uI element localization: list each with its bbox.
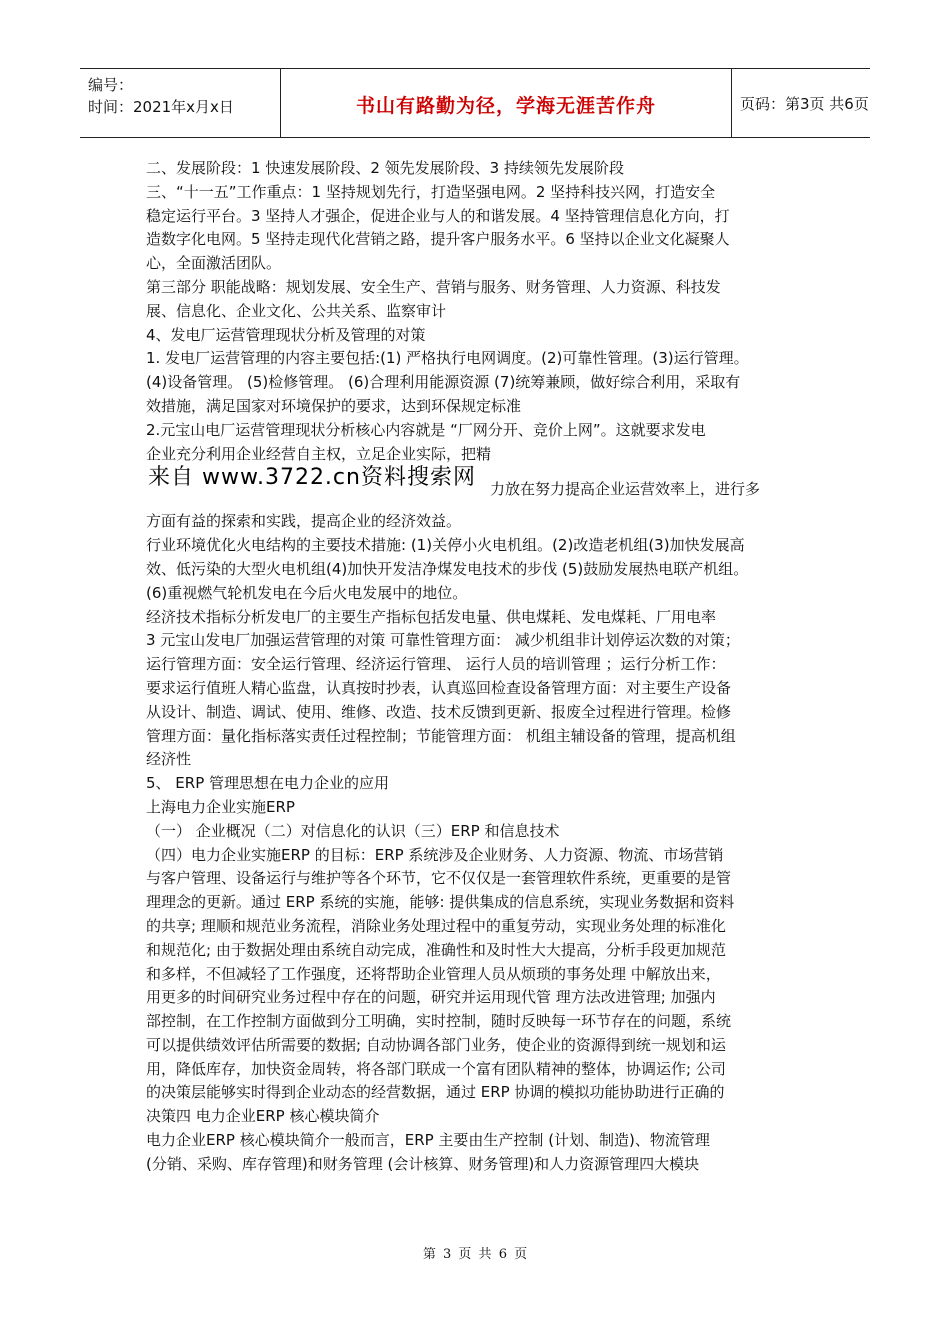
- page-footer: 第 3 页 共 6 页: [422, 1247, 528, 1262]
- page-header: [80, 68, 870, 138]
- body-line: 电力企业ERP 核心模块简介一般而言，ERP 主要由生产控制 (计划、制造)、物流管理: [146, 1131, 710, 1150]
- body-line: 的决策层能够实时得到企业动态的经营数据，通过 ERP 协调的模拟功能协助进行正确的: [146, 1083, 725, 1102]
- body-line: (分销、采购、库存管理)和财务管理 (会计核算、财务管理)和人力资源管理四大模块: [146, 1154, 700, 1173]
- body-line: 运行管理方面：安全运行管理、经济运行管理、 运行人员的培训管理 ；运行分析工作：: [146, 655, 726, 674]
- body-line: 造数字化电网。5 坚持走现代化营销之路，提升客户服务水平。6 坚持以企业文化凝聚人: [146, 230, 730, 249]
- body-line: 方面有益的探索和实践，提高企业的经济效益。: [146, 512, 462, 531]
- body-line: 用，降低库存，加快资金周转，将各部门联成一个富有团队精神的整体，协调运作; 公司: [146, 1059, 726, 1078]
- body-line: 与客户管理、设备运行与维护等各个环节，它不仅仅是一套管理软件系统，更重要的是管: [146, 869, 732, 888]
- document-date-label: 时间：2021年x月x日: [88, 98, 234, 116]
- body-line: 三、“十一五”工作重点：1 坚持规划先行，打造坚强电网。2 坚持科技兴网，打造安全: [146, 182, 716, 201]
- motto-text: 书山有路勤为径，学海无涯苦作舟: [355, 95, 656, 117]
- body-line: 管理方面：量化指标落实责任过程控制；节能管理方面： 机组主辅设备的管理，提高机组: [146, 726, 736, 745]
- body-line: 二、发展阶段：1 快速发展阶段、2 领先发展阶段、3 持续领先发展阶段: [146, 159, 624, 177]
- body-line: （一） 企业概况（二）对信息化的认识（三）ERP 和信息技术: [146, 821, 560, 840]
- body-line: 3 元宝山发电厂加强运营管理的对策 可靠性管理方面： 减少机组非计划停运次数的对策；: [146, 631, 740, 650]
- ad-banner-image: 来自 www.3722.cn资料搜索网: [148, 465, 476, 491]
- body-line: 部控制，在工作控制方面做到分工明确，实时控制，随时反映每一环节存在的问题，系统: [146, 1012, 732, 1031]
- body-line: 经济技术指标分析发电厂的主要生产指标包括发电量、供电煤耗、发电煤耗、厂用电率: [146, 607, 717, 626]
- body-line: 的共享; 理顺和规范业务流程，消除业务处理过程中的重复劳动，实现业务处理的标准化: [146, 916, 726, 935]
- page-number-label: 页码：第3页 共6页: [740, 95, 869, 113]
- body-top-section: [146, 157, 826, 466]
- ad-line: [146, 466, 826, 510]
- body-line: 稳定运行平台。3 坚持人才强企，促进企业与人的和谐发展。4 坚持管理信息化方向，打: [146, 206, 730, 225]
- body-line: 和多样，不但减轻了工作强度，还将帮助企业管理人员从烦琐的事务处理 中解放出来，: [146, 964, 721, 983]
- body-line: （四）电力企业实施ERP 的目标：ERP 系统涉及企业财务、人力资源、物流、市场营销: [146, 845, 724, 864]
- body-line: (4)设备管理。 (5)检修管理。 (6)合理利用能源资源 (7)统筹兼顾，做好综合利用，采取有: [146, 373, 741, 392]
- document-body: [146, 157, 826, 1177]
- body-line: 要求运行值班人精心监盘，认真按时抄表，认真巡回检查设备管理方面：对主要生产设备: [146, 678, 732, 697]
- body-bottom-section: [146, 510, 826, 1176]
- document-number-label: 编号：: [88, 76, 134, 94]
- body-line: 行业环境优化火电结构的主要技术措施: (1)关停小火电机组。(2)改造老机组(3)加快发展高: [146, 536, 745, 555]
- body-line: 2.元宝山电厂运营管理现状分析核心内容就是 “厂网分开、竞价上网”。这就要求发电: [146, 420, 706, 439]
- body-line: 理理念的更新。通过 ERP 系统的实施，能够: 提供集成的信息系统，实现业务数据和资料: [146, 893, 735, 912]
- body-line: 效、低污染的大型火电机组(4)加快开发洁净煤发电技术的步伐 (5)鼓励发展热电联产机组。: [146, 559, 749, 578]
- body-line: 1. 发电厂运营管理的内容主要包括:(1) 严格执行电网调度。(2)可靠性管理。(3)运行管理。: [146, 349, 749, 368]
- body-line: 经济性: [146, 750, 192, 769]
- body-line: 从设计、制造、调试、使用、维修、改造、技术反馈到更新、报废全过程进行管理。检修: [146, 702, 732, 721]
- body-line: 力放在努力提高企业运营效率上，进行多: [490, 480, 761, 499]
- body-line: 第三部分 职能战略：规划发展、安全生产、营销与服务、财务管理、人力资源、科技发: [146, 277, 721, 296]
- body-line: 上海电力企业实施ERP: [146, 797, 295, 816]
- body-line: 决策四 电力企业ERP 核心模块简介: [146, 1107, 380, 1126]
- body-line: 效措施，满足国家对环境保护的要求，达到环保规定标准: [146, 396, 522, 415]
- body-line: 用更多的时间研究业务过程中存在的问题，研究并运用现代管 理方法改进管理; 加强内: [146, 988, 716, 1007]
- body-line: 企业充分利用企业经营自主权，立足企业实际，把精: [146, 444, 492, 463]
- body-line: (6)重视燃气轮机发电在今后火电发展中的地位。: [146, 583, 468, 602]
- body-line: 5、 ERP 管理思想在电力企业的应用: [146, 774, 390, 793]
- header-left: [88, 74, 234, 118]
- body-line: 心，全面激活团队。: [146, 254, 282, 273]
- body-line: 和规范化; 由于数据处理由系统自动完成，准确性和及时性大大提高，分析手段更加规范: [146, 940, 726, 959]
- body-line: 可以提供绩效评估所需要的数据; 自动协调各部门业务，使企业的资源得到统一规划和运: [146, 1035, 726, 1054]
- header-motto-cell: [280, 69, 732, 137]
- body-line: 4、发电厂运营管理现状分析及管理的对策: [146, 325, 426, 344]
- body-line: 展、信息化、企业文化、公共关系、监察审计: [146, 301, 447, 320]
